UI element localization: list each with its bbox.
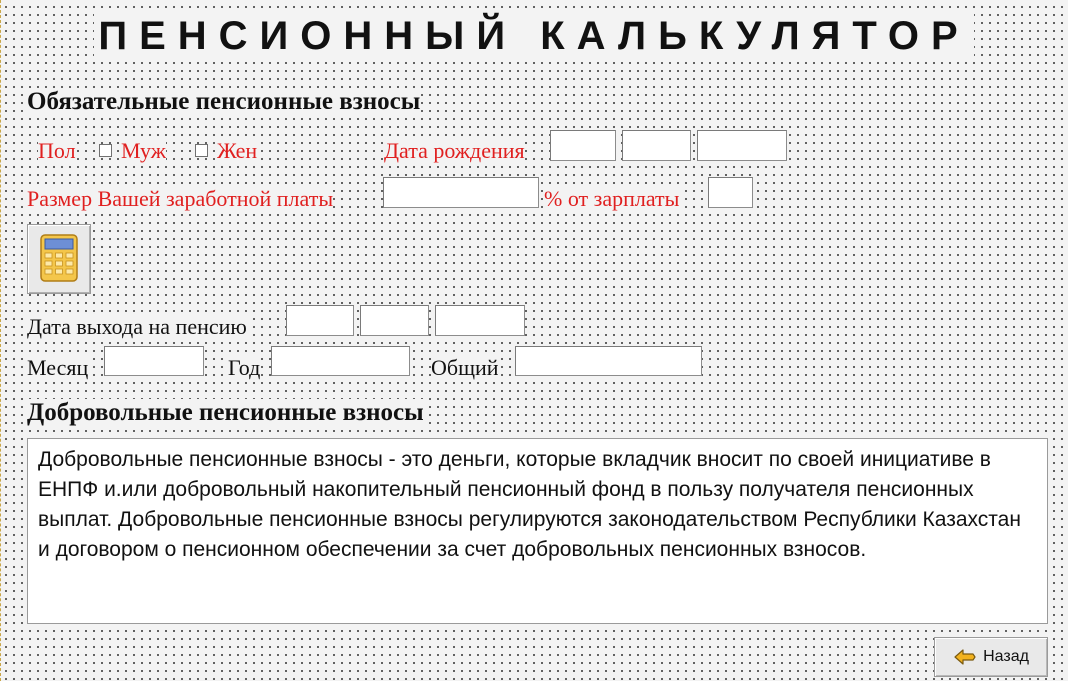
mandatory-heading: Обязательные пенсионные взносы: [27, 88, 421, 115]
back-button-label: Назад: [983, 648, 1029, 665]
male-label: Муж: [121, 138, 166, 163]
percent-field[interactable]: [708, 177, 753, 208]
back-button[interactable]: [934, 637, 1048, 677]
retirement-date-label: Дата выхода на пенсию: [27, 314, 247, 339]
female-label: Жен: [217, 138, 258, 163]
birthdate-label: Дата рождения: [384, 138, 525, 163]
birth-month-field[interactable]: [622, 130, 691, 161]
birth-day-field[interactable]: [550, 130, 616, 161]
retire-month-field[interactable]: [360, 305, 429, 336]
year-label: Год: [228, 355, 261, 380]
birth-year-field[interactable]: [697, 130, 787, 161]
calculator-icon: [28, 225, 90, 293]
form-border: [0, 0, 4, 681]
month-label: Месяц: [27, 355, 89, 380]
salary-field[interactable]: [383, 177, 539, 208]
percent-label: % от зарплаты: [544, 186, 680, 211]
male-checkbox[interactable]: [99, 144, 112, 157]
voluntary-description-memo[interactable]: Добровольные пенсионные взносы - это деньги, которые вкладчик вносит по своей инициативе в ЕНПФ и.или добровольный накопительный пенсионный фонд в пользу получателя пенсионных выплат. Добровольные пенсионные взносы регулируются законодательством Республики Казахстан и договором о пенсионном обеспечении за счет добровольных пенсионных взносов.: [27, 438, 1048, 624]
voluntary-heading: Добровольные пенсионные взносы: [27, 399, 424, 426]
page-title: ПЕНСИОННЫЙ КАЛЬКУЛЯТОР: [0, 14, 1068, 59]
retire-year-field[interactable]: [435, 305, 525, 336]
calculate-button[interactable]: [27, 224, 91, 294]
gender-label: Пол: [38, 138, 76, 163]
salary-label: Размер Вашей заработной платы: [27, 186, 334, 211]
retire-day-field[interactable]: [286, 305, 354, 336]
total-label: Общий: [431, 355, 499, 380]
back-arrow-icon: [953, 648, 977, 666]
year-field[interactable]: [271, 346, 410, 376]
female-checkbox[interactable]: [195, 144, 208, 157]
month-field[interactable]: [104, 346, 204, 376]
total-field[interactable]: [515, 346, 702, 376]
